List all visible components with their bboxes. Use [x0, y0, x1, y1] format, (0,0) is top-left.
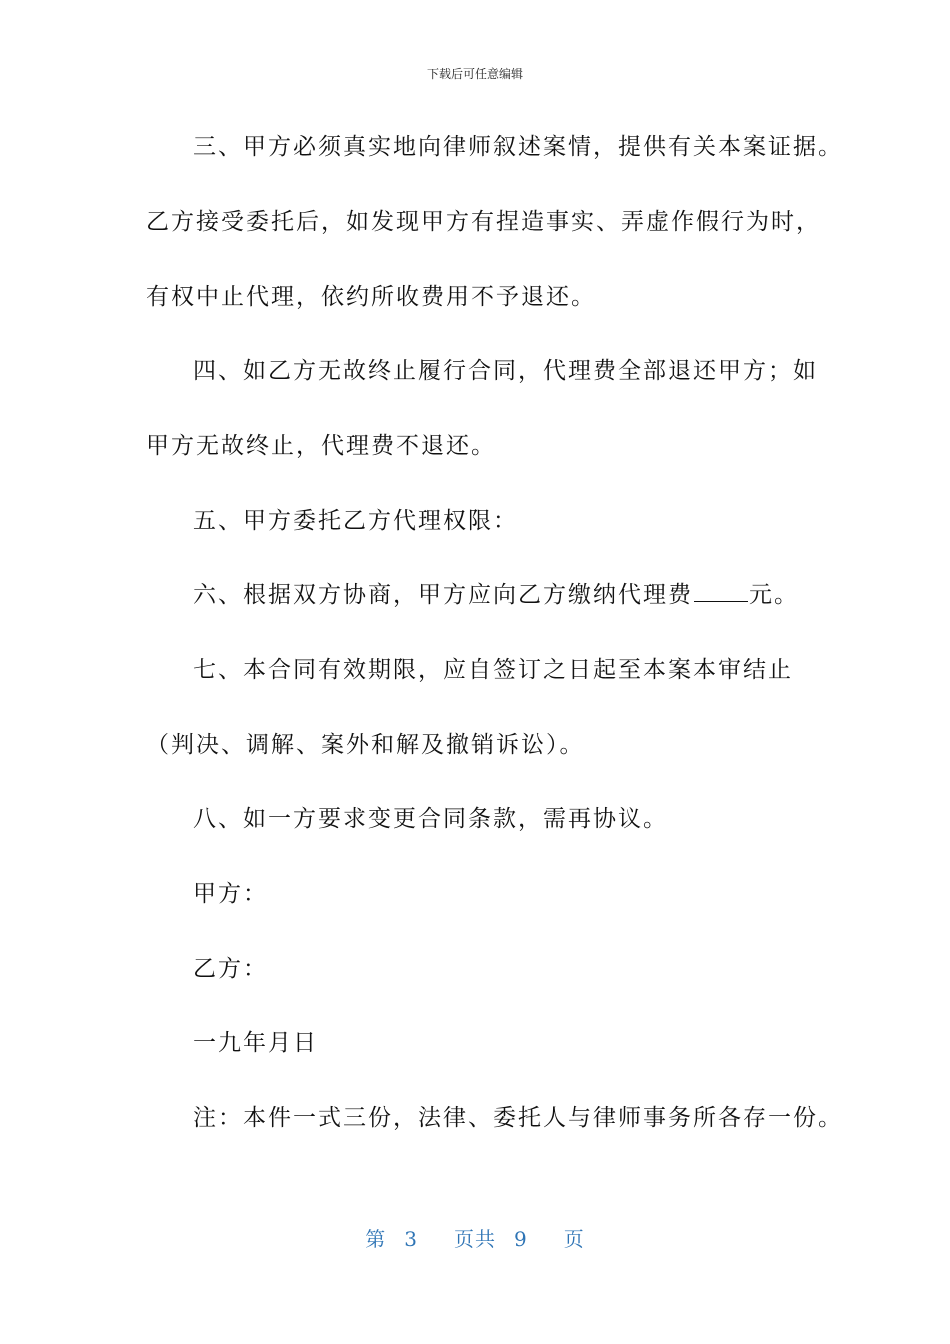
total-page-number: 9 [514, 1227, 528, 1251]
date-line: 一九年月日 [193, 1030, 318, 1056]
paragraph-line: 四、如乙方无故终止履行合同，代理费全部退还甲方；如 [193, 358, 818, 384]
fee-clause-line [193, 579, 873, 611]
paragraph-line: （判决、调解、案外和解及撤销诉讼）。 [146, 732, 585, 758]
note-line: 注：本件一式三份，法律、委托人与律师事务所各存一份。 [193, 1105, 843, 1131]
footer-prefix: 第 [365, 1227, 387, 1251]
paragraph-line: 五、甲方委托乙方代理权限： [193, 508, 518, 534]
footer-middle: 页共 [454, 1227, 496, 1251]
paragraph-line: 七、本合同有效期限，应自签订之日起至本案本审结止 [193, 657, 793, 683]
current-page-number: 3 [404, 1227, 418, 1251]
paragraph-line: 甲方无故终止，代理费不退还。 [146, 433, 496, 459]
fee-amount-blank [694, 579, 748, 602]
paragraph-line: 八、如一方要求变更合同条款，需再协议。 [193, 806, 668, 832]
footer-suffix: 页 [563, 1227, 585, 1251]
party-a-signature-line: 甲方： [193, 881, 268, 907]
page-footer [0, 1225, 950, 1253]
paragraph-line: 有权中止代理，依约所收费用不予退还。 [146, 284, 596, 310]
fee-clause-unit: 元。 [749, 582, 799, 608]
paragraph-line: 三、甲方必须真实地向律师叙述案情，提供有关本案证据。 [193, 134, 843, 160]
fee-clause-text: 六、根据双方协商，甲方应向乙方缴纳代理费 [193, 582, 693, 608]
party-b-signature-line: 乙方： [193, 956, 268, 982]
paragraph-line: 乙方接受委托后，如发现甲方有捏造事实、弄虚作假行为时， [146, 209, 821, 235]
page-header: 下载后可任意编辑 [426, 67, 523, 81]
